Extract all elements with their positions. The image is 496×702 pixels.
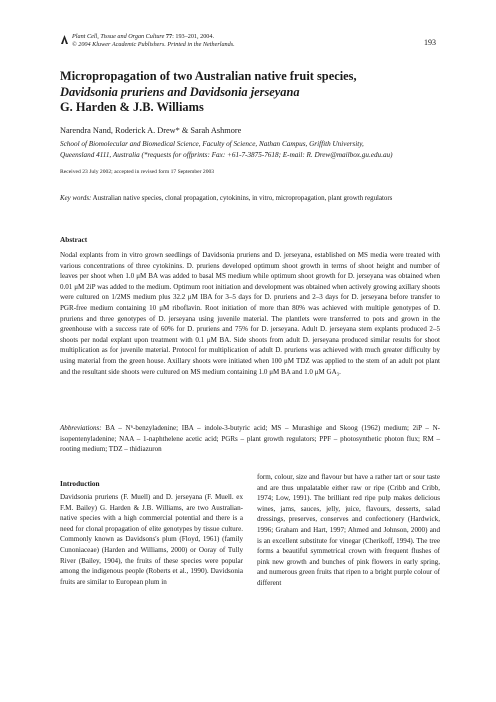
keywords — [60, 194, 440, 205]
received-dates: Received 23 July 2002; accepted in revised form 17 September 2003 — [60, 169, 215, 175]
abbreviations — [60, 423, 440, 455]
abbreviations-label: Abbreviations: — [60, 424, 102, 432]
keywords-text: Australian native species, clonal propagation, cytokinins, in vitro, micropropagation, plant growth regulators — [92, 195, 393, 202]
title-line-3: G. Harden & J.B. Williams — [60, 100, 204, 114]
affiliation-line-1: School of Biomolecular and Biomedical Science, Faculty of Science, Nathan Campus, Griffith University, — [60, 140, 364, 148]
journal-pages: : 193–201, 2004. — [172, 33, 215, 40]
journal-copyright: © 2004 Kluwer Academic Publishers. Printed in the Netherlands. — [72, 41, 235, 48]
title-line-1: Micropropagation of two Australian native fruit species, — [60, 69, 357, 83]
page-number: 193 — [424, 38, 436, 47]
paper-title — [60, 69, 440, 116]
introduction-column-1: Davidsonia pruriens (F. Muell) and D. jerseyana (F. Muell. ex F.M. Bailey) G. Harden & J.B. Williams, are two Australian-native species with a high commercial potential and there is a need for clonal propagation of elite genotypes by tissue culture. Commonly known as Davidsons's plum (Floyd, 1961) (family Cunoniaceae) (Harden and Williams, 2000) or Ooray of Tully River (Bailey, 1904), the fruits of these species were popular among the indigenous people (Roberts et al., 1990). Davidsonia fruits are similar to European plum in — [60, 493, 243, 586]
abstract-text: Nodal explants from in vitro grown seedlings of Davidsonia pruriens and D. jerseyana, established on MS media were treated with various concentrations of three cytokinins. D. pruriens developed optimum shoot growth in terms of shoot height and number of leaves per shoot when 1.0 μM BA was added to basal MS medium while optimum shoot growth for D. jerseyana was obtained when 0.01 μM 2iP was added to the medium. Optimum root initiation and development was obtained when actively growing axillary shoots were cultured on 1/2MS medium plus 32.2 μM IBA for 3–5 days for D. pruriens and 2–3 days for D. jerseyana before transfer to PGR-free medium containing 10 μM riboflavin. Root initiation of more than 80% was achieved with multiple genotypes of D. pruriens and three genotypes of D. jerseyana using juvenile material. The plantlets were transferred to pots and grown in the greenhouse with a success rate of 60% for D. pruriens and 75% for D. jerseyana. Adult D. jerseyana stem explants produced 2–5 shoots per nodal explant upon treatment with 0.1 μM BA. Side shoots from adult D. jerseyana produced similar results for shoot multiplication as for juvenile material. Protocol for multiplication of adult D. pruriens was achieved with much greater difficulty by using material from the green house. Axillary shoots were initiated when 100 μM TDZ was applied to the stem of an adult pot plant and the resultant side shoots were cultured on MS medium containing 1.0 μM BA and 1.0 μM GA₃. — [60, 251, 440, 376]
abbreviations-text: BA – N⁶-benzyladenine; IBA – indole-3-butyric acid; MS – Murashige and Skoog (1962) medium; 2iP – N-isopentenyladenine; NAA – 1-naphthelene acetic acid; PGRs – plant growth regulators; PPF – photosynthetic photon flux; RM – rooting medium; TDZ – thidiazuron — [60, 424, 441, 454]
authors: Narendra Nand, Roderick A. Drew* & Sarah Ashmore — [60, 126, 242, 135]
introduction-heading: Introduction — [60, 479, 100, 488]
abstract-heading: Abstract — [60, 235, 88, 244]
affiliation-line-2: Queensland 4111, Australia (*requests for offprints: Fax: +61-7-3875-7618; E-mail: R. Drew@mailbox.gu.edu.au) — [60, 150, 393, 159]
introduction-column-2: form, colour, size and flavour but have a rather tart or sour taste and are thus unpalatable either raw or ripe (Cribb and Cribb, 1974; Low, 1991). The brilliant red ripe pulp makes delicious wines, jams, sauces, jelly, juice, flavours, desserts, salad dressings, preserves, conserves and confectionery (Hardwick, 1996; Graham and Hart, 1997; Ahmed and Johnson, 2000) and is an excellent substitute for vinegar (Cherikoff, 1994). The tree forms a beautiful symmetrical crown with frequent flushes of pink new growth and bunches of pink flowers in early spring, and numerous green fruits that ripen to a bright purple colour of different — [257, 473, 440, 587]
title-line-2: Davidsonia pruriens and Davidsonia jerseyana — [60, 84, 300, 99]
journal-citation — [72, 33, 332, 49]
keywords-label: Key words: — [60, 195, 92, 202]
publisher-logo-icon — [60, 34, 69, 45]
journal-volume: 77 — [165, 33, 173, 40]
affiliation — [60, 139, 440, 160]
journal-name: Plant Cell, Tissue and Organ Culture — [72, 33, 165, 40]
